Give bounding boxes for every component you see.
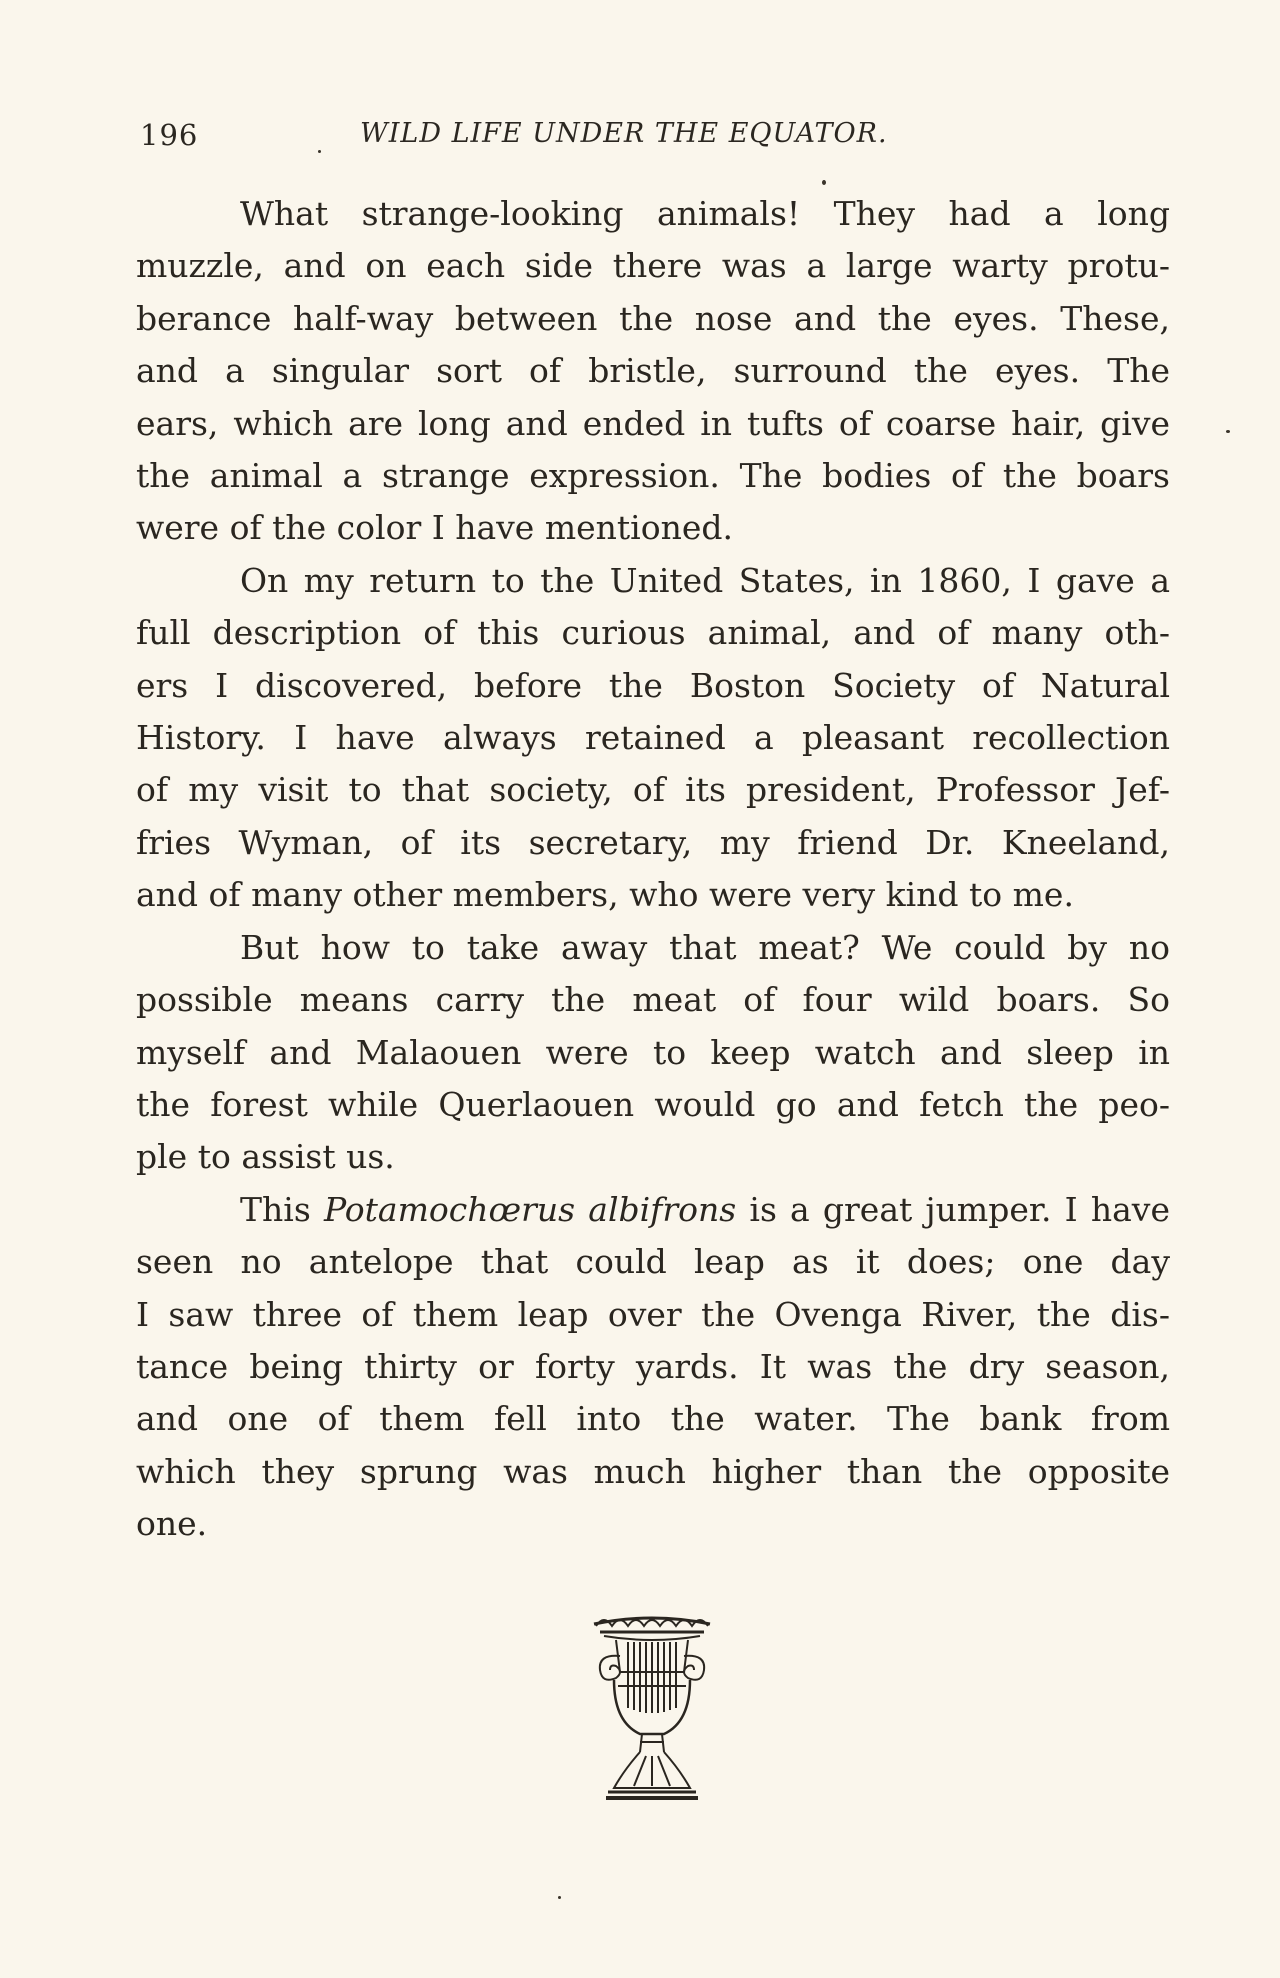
text-line: of my visit to that society, of its president, Professor Jef-: [136, 770, 1170, 810]
text-line: tance being thirty or forty yards. It was the dry season,: [136, 1346, 1170, 1386]
text-line: the forest while Querlaouen would go and fetch the peo-: [136, 1084, 1170, 1124]
running-title: WILD LIFE UNDER THE EQUATOR.: [360, 118, 888, 149]
text-block: [136, 188, 1170, 1551]
text-line: ears, which are long and ended in tufts of coarse hair, give: [136, 403, 1170, 443]
paragraph-4: [136, 1184, 1170, 1551]
paragraph-1: [136, 188, 1170, 555]
paragraph-3: [136, 922, 1170, 1184]
text-line: seen no antelope that could leap as it does; one day: [136, 1242, 1170, 1282]
paragraph-2: [136, 555, 1170, 922]
text-line: What strange-looking animals! They had a long: [240, 194, 1170, 233]
text-line: and one of them fell into the water. The bank from: [136, 1399, 1170, 1439]
text-line: one.: [136, 1504, 208, 1544]
text-segment: is a great jumper. I have: [736, 1189, 1170, 1229]
text-line: berance half-way between the nose and the eyes. These,: [136, 298, 1170, 338]
text-line: possible means carry the meat of four wild boars. So: [136, 980, 1170, 1020]
urn-vase-icon: [590, 1610, 714, 1810]
text-line: On my return to the United States, in 1860, I gave a: [240, 560, 1170, 600]
text-line: fries Wyman, of its secretary, my friend Dr. Kneeland,: [136, 822, 1170, 862]
text-line: ple to assist us.: [136, 1137, 395, 1177]
print-speck: [558, 1896, 561, 1899]
text-line: But how to take away that meat? We could by no: [240, 927, 1170, 967]
text-line: and a singular sort of bristle, surround the eyes. The: [136, 351, 1170, 391]
text-line: myself and Malaouen were to keep watch and sleep in: [136, 1032, 1170, 1072]
text-line: muzzle, and on each side there was a large warty protu-: [136, 246, 1170, 286]
text-line: ers I discovered, before the Boston Society of Natural: [136, 665, 1170, 705]
species-name-italic: Potamochœrus albifrons: [323, 1189, 737, 1229]
text-line: full description of this curious animal, and of many oth-: [136, 613, 1170, 653]
text-line: and of many other members, who were very kind to me.: [136, 875, 1074, 915]
text-line: [136, 1184, 1170, 1236]
page-number: 196: [140, 118, 199, 152]
text-line: were of the color I have mentioned.: [136, 508, 733, 548]
text-line: History. I have always retained a pleasant recollection: [136, 718, 1170, 758]
text-segment: This: [240, 1189, 324, 1229]
print-speck: [1226, 430, 1230, 433]
print-speck: [318, 150, 321, 153]
text-line: which they sprung was much higher than the opposite: [136, 1451, 1170, 1491]
text-line: the animal a strange expression. The bodies of the boars: [136, 456, 1170, 496]
text-line: I saw three of them leap over the Ovenga River, the dis-: [136, 1294, 1170, 1334]
print-speck: [822, 180, 826, 185]
